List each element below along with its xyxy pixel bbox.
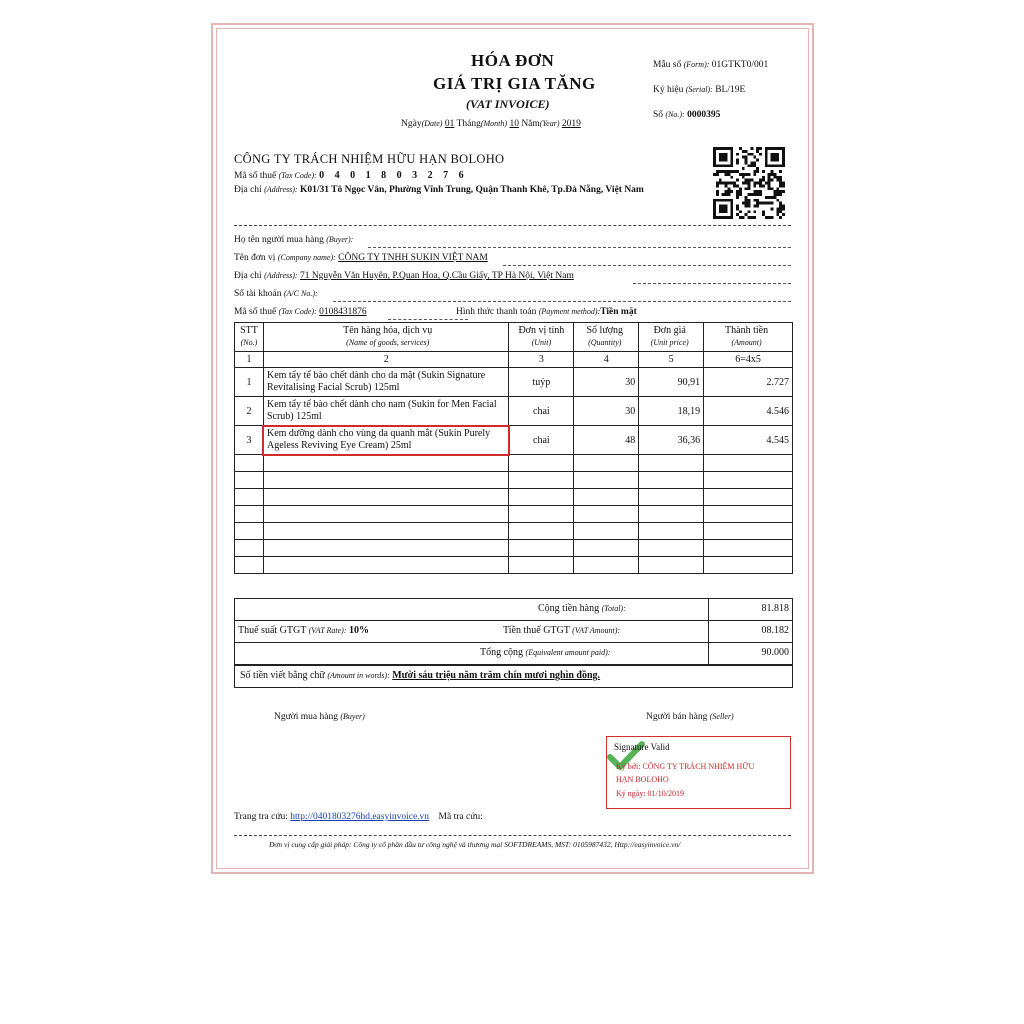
header-name: Tên hàng hóa, dịch vụ (Name of goods, services)	[263, 323, 508, 352]
digital-signature-box	[606, 736, 791, 809]
header-unit: Đơn vị tính (Unit)	[509, 323, 574, 352]
signed-by: Ký bởi: CÔNG TY TRÁCH NHIỆM HỮU	[616, 762, 755, 771]
highlighted-item-name: Kem dưỡng dành cho vùng da quanh mắt (Sukin Purely Ageless Reviving Eye Cream) 25ml	[263, 426, 508, 455]
date-month: 10	[509, 119, 519, 129]
buyer-company-row: Tên đơn vị (Company name): CÔNG TY TNHH SUKIN VIỆT NAM	[234, 253, 488, 263]
buyer-tax-row: Mã số thuế (Tax Code): 0108431876	[234, 307, 367, 317]
dotline	[368, 247, 791, 248]
signed-date: Ký ngày: 01/10/2019	[616, 789, 684, 798]
header-qty: Số lượng (Quantity)	[574, 323, 639, 352]
items-table	[234, 322, 793, 574]
header-amount: Thành tiền (Amount)	[704, 323, 793, 352]
invoice-page	[211, 23, 814, 874]
dotline	[503, 265, 791, 266]
table-row: 1 Kem tẩy tế bào chết dành cho da mặt (Sukin Signature Revitalising Facial Scrub) 125ml tuýp 30 90,91 2.727	[235, 368, 793, 397]
empty-row	[235, 523, 793, 540]
date-year: 2019	[561, 119, 581, 129]
subtotal-row: Cộng tiền hàng (Total): 81.818	[235, 599, 792, 621]
grand-total-row: Tổng cộng (Equivalent amount paid): 90.000	[235, 643, 792, 665]
provider-note: Đơn vị cung cấp giải pháp: Công ty cổ phần đầu tư công nghệ và thương mại SOFTDREAMS, MST: 0105987432, Http://easyinvoice.vn/	[269, 840, 681, 849]
divider	[234, 225, 791, 226]
seller-name: CÔNG TY TRÁCH NHIỆM HỮU HẠN BOLOHO	[234, 152, 505, 166]
table-row: 3 Kem dưỡng dành cho vùng da quanh mắt (Sukin Purely Ageless Reviving Eye Cream) 25ml chai 48 36,36 4.545	[235, 426, 793, 455]
footer-divider	[234, 835, 791, 836]
invoice-date: Ngày(Date) 01 Tháng(Month) 10 Năm(Year) 2019	[401, 119, 581, 129]
seller-tax-code: Mã số thuế (Tax Code): 0 4 0 1 8 0 3 2 7 6	[234, 170, 468, 181]
form-number: Mẫu số (Form): 01GTKT0/001	[653, 60, 769, 70]
invoice-number: Số (No.): 0000395	[653, 110, 721, 120]
seller-signature-label: Người bán hàng (Seller)	[646, 712, 734, 722]
seller-address: Địa chỉ (Address): K01/31 Tô Ngọc Vân, Phường Vĩnh Trung, Quận Thanh Khê, Tp.Đà Nẵng, Việt Nam	[234, 185, 644, 195]
payment-method-row: Hình thức thanh toán (Payment method):Tiền mặt	[456, 307, 637, 317]
amount-in-words: Số tiền viết bằng chữ (Amount in words): Mười sáu triệu năm trăm chín mươi nghìn đồng.	[234, 664, 793, 688]
empty-row	[235, 557, 793, 574]
lookup-link[interactable]: http://0401803276hd.easyinvoice.vn	[290, 812, 430, 822]
empty-row	[235, 455, 793, 472]
empty-row	[235, 489, 793, 506]
table-header-row	[235, 323, 793, 352]
lookup-row: Trang tra cứu: http://0401803276hd.easyinvoice.vn Mã tra cứu:	[234, 812, 483, 822]
header-stt: STT (No.)	[235, 323, 264, 352]
table-row: 2 Kem tẩy tế bào chết dành cho nam (Sukin for Men Facial Scrub) 125ml chai 30 18,19 4.546	[235, 397, 793, 426]
invoice-subtitle: GIÁ TRỊ GIA TĂNG	[433, 74, 596, 93]
empty-row	[235, 506, 793, 523]
grand-total-value: 90.000	[761, 647, 789, 658]
buyer-address-row: Địa chỉ (Address): 71 Nguyễn Văn Huyên, P.Quan Hoa, Q.Cầu Giấy, TP Hà Nội, Việt Nam	[234, 271, 574, 281]
signature-status: Signature Valid	[614, 742, 670, 752]
vat-rate: 10%	[348, 625, 369, 636]
invoice-title: HÓA ĐƠN	[471, 51, 555, 70]
buyer-name-row: Họ tên người mua hàng (Buyer):	[234, 235, 354, 245]
serial-number: Ký hiệu (Serial): BL/19E	[653, 85, 746, 95]
totals-block	[234, 598, 793, 666]
date-day: 01	[444, 119, 455, 129]
buyer-account-row: Số tài khoản (A/C No.):	[234, 289, 318, 299]
buyer-signature-label: Người mua hàng (Buyer)	[274, 712, 365, 722]
subtotal-value: 81.818	[761, 603, 789, 614]
vat-amount-value: 08.182	[761, 625, 789, 636]
header-price: Đơn giá (Unit price)	[639, 323, 704, 352]
empty-row	[235, 472, 793, 489]
dotline	[633, 283, 791, 284]
dotline	[388, 319, 468, 320]
vat-row: Thuế suất GTGT (VAT Rate): 10% Tiền thuế GTGT (VAT Amount): 08.182	[235, 621, 792, 643]
dotline	[333, 301, 791, 302]
signed-by-cont: HẠN BOLOHO	[616, 775, 669, 784]
qr-code-icon	[713, 147, 785, 219]
column-number-row: 1 2 3 4 5 6=4x5	[235, 352, 793, 368]
invoice-title-en: (VAT INVOICE)	[466, 97, 550, 111]
empty-row	[235, 540, 793, 557]
